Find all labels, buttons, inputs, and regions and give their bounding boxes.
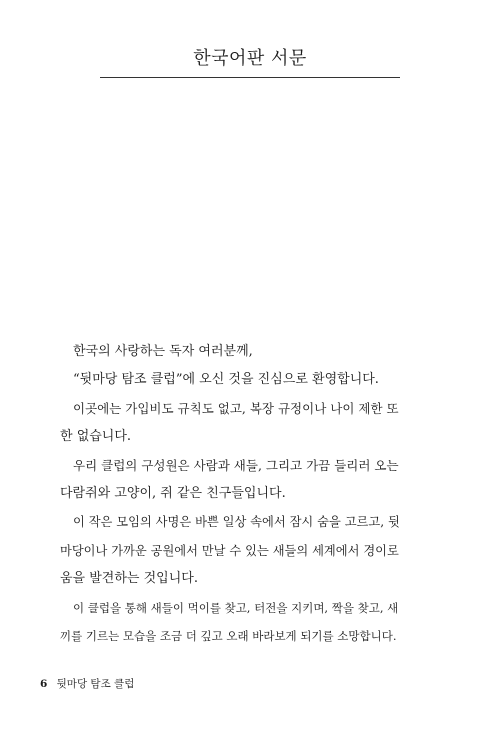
title-divider: [100, 77, 400, 78]
page-number: 6: [40, 678, 48, 690]
body-line: 끼를 기르는 모습을 조금 더 깊고 오래 바라보게 되기를 소망합니다.: [60, 628, 397, 643]
body-line: 우리 클럽의 구성원은 사람과 새들, 그리고 가끔 들리러 오는: [73, 457, 399, 473]
preface-body: [60, 338, 402, 650]
body-line: 움을 발견하는 것입니다.: [60, 571, 198, 587]
body-line: 한국의 사랑하는 독자 여러분께,: [73, 344, 253, 359]
running-book-title: 뒷마당 탐조 클럽: [56, 678, 135, 690]
body-line: “뒷마당 탐조 클럽”에 오신 것을 진심으로 환영합니다.: [73, 372, 379, 388]
body-line: 한 없습니다.: [60, 429, 132, 445]
body-line: 이곳에는 가입비도 규칙도 없고, 복장 규정이나 나이 제한 또: [73, 400, 399, 416]
page-footer: [40, 676, 134, 691]
body-line: 다람쥐와 고양이, 쥐 같은 친구들입니다.: [60, 485, 286, 501]
chapter-title: 한국어판 서문: [193, 48, 307, 69]
body-line: 이 작은 모임의 사명은 바쁜 일상 속에서 잠시 숨을 고르고, 뒷: [73, 515, 400, 530]
body-line: 마당이나 가까운 공원에서 만날 수 있는 새들의 세계에서 경이로: [60, 543, 399, 558]
body-line: 이 클럽을 통해 새들이 먹이를 찾고, 터전을 지키며, 짝을 찾고, 새: [73, 600, 399, 615]
